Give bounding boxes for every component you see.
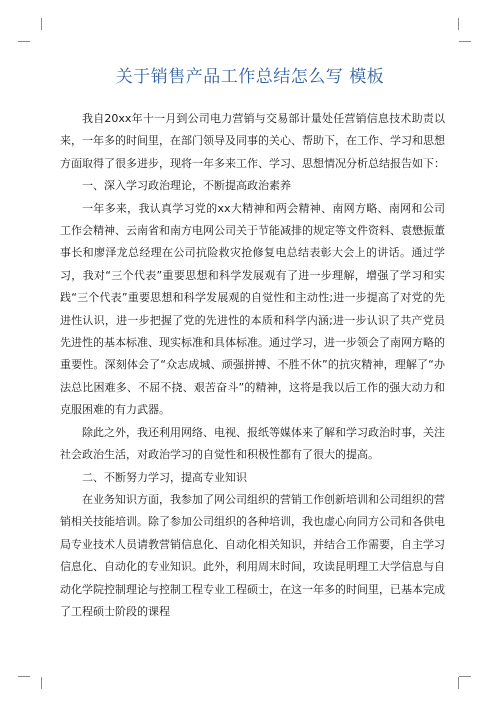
paragraph-intro: 我自20xx年十一月到公司电力营销与交易部计量处任营销信息技术助责以来，一年多的时间里，在部门领导及同事的关心、帮助下，在工作、学习和思想方面取得了很多进步，现将一年多来工作、学习、思想情况分析总结报告如下：: [60, 112, 445, 170]
paragraph-media-study: 除此之外，我还利用网络、电视、报纸等媒体来了解和学习政治时事，关注社会政治生活，对政治学习的自觉性和积极性都有了很大的提高。: [60, 425, 445, 462]
document-title: 关于销售产品工作总结怎么写 模板: [115, 67, 385, 87]
section-heading-1: 一、深入学习政治理论，不断提高政治素养: [82, 179, 291, 193]
section-heading-2: 二、不断努力学习，提高专业知识: [82, 470, 247, 484]
paragraph-political-study: 一年多来，我认真学习党的xx大精神和两会精神、南网方略、南网和公司工作会精神、云南省和南方电网公司关于节能减排的规定等文件资料、袁懋振董事长和廖泽龙总经理在公司抗险救灾抢修复电总结表彰大会上的讲话。通过学习，我对“三个代表”重要思想和科学发展观有了进一步理解，增强了学习和实践“三个代表”重要思想和科学发展观的自觉性和主动性;进一步提高了对党的先进性认识，进一步把握了党的先进性的本质和科学内涵;进一步认识了共产党员先进性的基本标准、现实标准和具体标准。通过学习，进一步领会了南网方略的重要性。深刻体会了“众志成城、顽强拼搏、不胜不休”的抗灾精神，理解了“办法总比困难多、不屈不挠、艰苦奋斗”的精神，这将是我以后工作的强大动力和克服困难的有力武器。: [60, 201, 445, 417]
document-body: [60, 108, 445, 623]
paragraph-professional-study: 在业务知识方面，我参加了网公司组织的营销工作创新培训和公司组织的营销相关技能培训。除了参加公司组织的各种培训，我也虚心向同方公司和各供电局专业技术人员请教营销信息化、自动化相关知识，并结合工作需要，自主学习信息化、自动化的专业知识。此外，利用周末时间，攻读昆明理工大学信息与自动化学院控制理论与控制工程专业工程硕士，在这一年多的时间里，已基本完成了工程硕士阶段的课程: [60, 492, 445, 618]
